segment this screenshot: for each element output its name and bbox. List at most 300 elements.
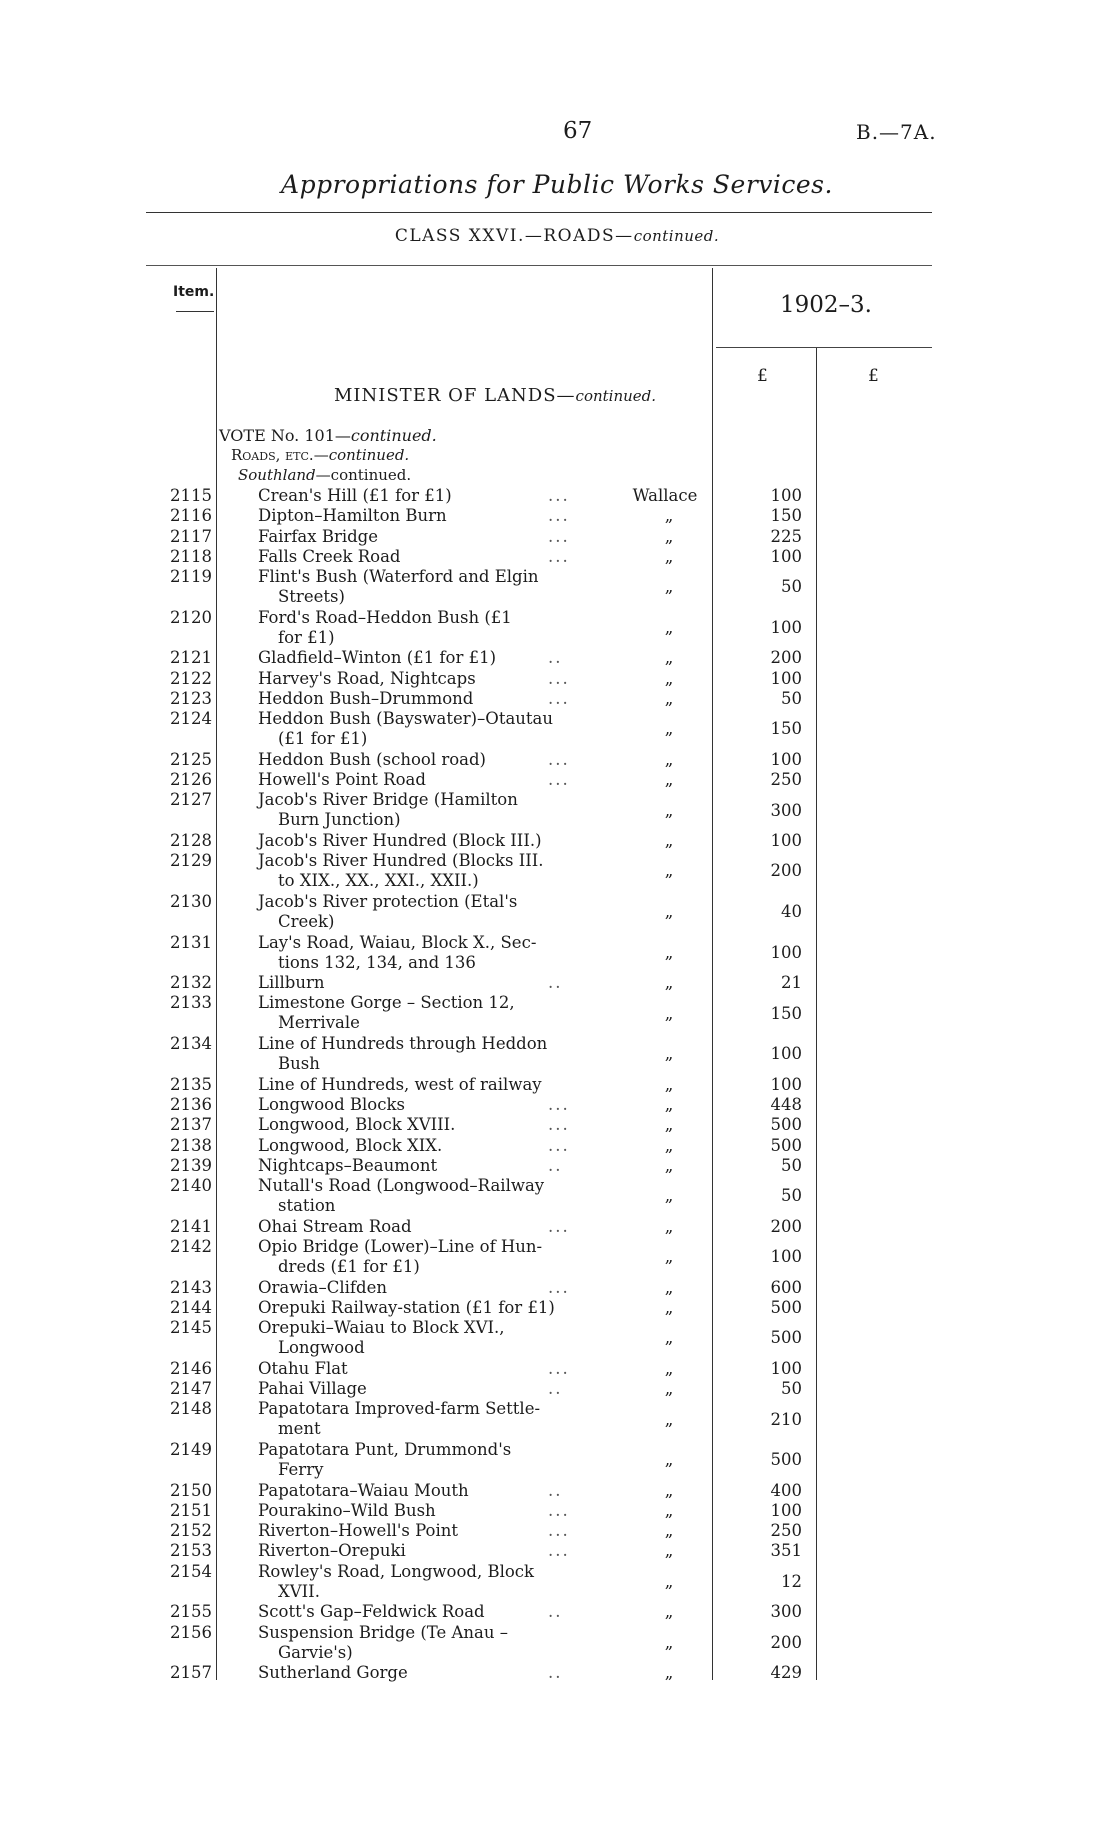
table-row	[0, 1318, 1114, 1359]
amount-value: 400	[770, 1480, 802, 1500]
leader-dots: ...	[548, 1115, 570, 1135]
item-number: 2149	[170, 1439, 212, 1459]
description-line: Scott's Gap–Feldwick Road	[258, 1602, 485, 1622]
table-row	[0, 608, 1114, 649]
leader-dots: ..	[548, 973, 563, 993]
table-row	[0, 547, 1114, 567]
class-heading	[0, 226, 1114, 246]
table-row	[0, 669, 1114, 689]
roads-heading-continued: continued.	[328, 446, 410, 464]
item-number: 2145	[170, 1318, 212, 1338]
leader-dots: ...	[548, 546, 570, 566]
description-line: Lay's Road, Waiau, Block X., Sec-	[258, 932, 537, 952]
electoral-district: Wallace	[632, 486, 698, 505]
description-line: Jacob's River Hundred (Blocks III.	[258, 851, 544, 871]
amount-value: 150	[770, 506, 802, 526]
description-line: Rowley's Road, Longwood, Block	[258, 1561, 535, 1581]
leader-dots: ...	[548, 749, 570, 769]
ditto-mark: „	[664, 1044, 674, 1064]
item-number: 2140	[170, 1176, 212, 1196]
description-line: Longwood, Block XIX.	[258, 1135, 443, 1155]
item-description	[258, 1623, 568, 1663]
description-line: Nightcaps–Beaumont	[258, 1155, 438, 1175]
item-description	[258, 669, 568, 689]
item-number: 2143	[170, 1277, 212, 1297]
table-row	[0, 486, 1114, 506]
table-row	[0, 1075, 1114, 1095]
leader-dots: ..	[548, 1480, 563, 1500]
ditto-mark: „	[664, 688, 674, 708]
table-top-rule	[146, 265, 932, 266]
table-row	[0, 709, 1114, 750]
description-line: Longwood Blocks	[258, 1094, 405, 1114]
ditto-mark: „	[664, 719, 674, 739]
description-line: Nutall's Road (Longwood–Railway	[258, 1176, 545, 1196]
description-line: Gladfield–Winton (£1 for £1)	[258, 648, 497, 668]
ditto-mark: „	[664, 1602, 674, 1622]
amount-value: 40	[781, 902, 802, 922]
class-heading-continued: continued.	[633, 227, 720, 245]
description-continuation: ment	[278, 1419, 321, 1439]
description-line: Suspension Bridge (Te Anau –	[258, 1622, 508, 1642]
item-description	[258, 1095, 568, 1115]
table-row	[0, 1217, 1114, 1237]
item-description	[258, 1562, 568, 1602]
page-title: Appropriations for Public Works Services.	[281, 170, 833, 199]
ditto-mark: „	[664, 1277, 674, 1297]
ditto-mark: „	[664, 1115, 674, 1135]
description-line: Ohai Stream Road	[258, 1216, 412, 1236]
amount-value: 50	[781, 1155, 802, 1175]
item-description	[258, 1136, 568, 1156]
amount-value: 429	[770, 1663, 802, 1683]
ditto-mark: „	[664, 1297, 674, 1317]
amount-value: 200	[770, 1216, 802, 1236]
table-row	[0, 1278, 1114, 1298]
ditto-mark: „	[664, 668, 674, 688]
table-row	[0, 648, 1114, 668]
leader-dots: ...	[548, 668, 570, 688]
item-number: 2127	[170, 790, 212, 810]
description-line: Flint's Bush (Waterford and Elgin	[258, 567, 539, 587]
description-line: Heddon Bush–Drummond	[258, 688, 474, 708]
item-number: 2157	[170, 1663, 212, 1683]
table-row	[0, 1298, 1114, 1318]
description-line: Papatotara Improved-farm Settle-	[258, 1399, 541, 1419]
amount-value: 100	[770, 617, 802, 637]
description-line: Orepuki–Waiau to Block XVI.,	[258, 1318, 505, 1338]
item-number: 2151	[170, 1500, 212, 1520]
item-number: 2123	[170, 688, 212, 708]
item-number: 2131	[170, 932, 212, 952]
item-description	[258, 486, 568, 506]
item-number: 2126	[170, 770, 212, 790]
ditto-mark: „	[664, 1135, 674, 1155]
table-row	[0, 1034, 1114, 1075]
item-number: 2129	[170, 851, 212, 871]
item-number: 2150	[170, 1480, 212, 1500]
table-row	[0, 1623, 1114, 1664]
amount-value: 225	[770, 526, 802, 546]
table-row	[0, 1136, 1114, 1156]
amount-value: 100	[770, 1074, 802, 1094]
vote-heading-continued: continued.	[350, 426, 437, 445]
description-line: Ford's Road–Heddon Bush (£1	[258, 607, 512, 627]
class-heading-text: CLASS XXVI.—ROADS—	[394, 226, 634, 246]
item-number: 2138	[170, 1135, 212, 1155]
description-line: Riverton–Orepuki	[258, 1541, 406, 1561]
table-row	[0, 973, 1114, 993]
table-row	[0, 527, 1114, 547]
item-description	[258, 567, 568, 607]
description-line: Riverton–Howell's Point	[258, 1521, 459, 1541]
description-line: Papatotara–Waiau Mouth	[258, 1480, 469, 1500]
leader-dots: ..	[548, 1155, 563, 1175]
amount-value: 100	[770, 1044, 802, 1064]
description-line: Line of Hundreds, west of railway	[258, 1074, 542, 1094]
item-description	[258, 1237, 568, 1277]
table-row	[0, 567, 1114, 608]
amount-value: 351	[770, 1541, 802, 1561]
leader-dots: ...	[548, 1094, 570, 1114]
description-line: Harvey's Road, Nightcaps	[258, 668, 476, 688]
amount-value: 100	[770, 831, 802, 851]
table-row	[0, 1176, 1114, 1217]
leader-dots: ...	[548, 506, 570, 526]
item-description	[258, 1379, 568, 1399]
item-number: 2132	[170, 973, 212, 993]
item-description	[258, 689, 568, 709]
leader-dots: ...	[548, 1277, 570, 1297]
description-line: Heddon Bush (Bayswater)–Otautau	[258, 709, 554, 729]
item-number: 2125	[170, 749, 212, 769]
table-row	[0, 1095, 1114, 1115]
table-row	[0, 851, 1114, 892]
amount-value: 500	[770, 1115, 802, 1135]
region-continued: —continued.	[315, 466, 412, 484]
table-row	[0, 750, 1114, 770]
ditto-mark: „	[664, 1003, 674, 1023]
ditto-mark: „	[664, 1247, 674, 1267]
amount-value: 150	[770, 1003, 802, 1023]
item-description	[258, 1440, 568, 1480]
amount-value: 50	[781, 688, 802, 708]
amount-value: 500	[770, 1450, 802, 1470]
item-description	[258, 506, 568, 526]
amount-value: 300	[770, 800, 802, 820]
item-description	[258, 527, 568, 547]
table-row	[0, 1399, 1114, 1440]
title-rule	[146, 212, 932, 213]
item-number: 2128	[170, 831, 212, 851]
leader-dots: ...	[548, 1358, 570, 1378]
ditto-mark: „	[664, 1450, 674, 1470]
item-number: 2116	[170, 506, 212, 526]
item-number: 2118	[170, 546, 212, 566]
item-description	[258, 1359, 568, 1379]
item-description	[258, 547, 568, 567]
minister-heading	[0, 385, 950, 406]
ditto-mark: „	[664, 1521, 674, 1541]
table-row	[0, 1115, 1114, 1135]
item-description	[258, 1298, 568, 1318]
roads-heading	[231, 446, 409, 464]
item-number: 2141	[170, 1216, 212, 1236]
ditto-mark: „	[664, 1094, 674, 1114]
amount-value: 100	[770, 486, 802, 505]
ditto-mark: „	[664, 1186, 674, 1206]
item-description	[258, 608, 568, 648]
item-description	[258, 770, 568, 790]
ditto-mark: „	[664, 526, 674, 546]
ditto-mark: „	[664, 1074, 674, 1094]
ditto-mark: „	[664, 648, 674, 668]
table-row	[0, 1359, 1114, 1379]
amount-value: 300	[770, 1602, 802, 1622]
ditto-mark: „	[664, 1216, 674, 1236]
item-column-header: Item.	[173, 284, 215, 300]
amount-value: 100	[770, 1247, 802, 1267]
leader-dots: ...	[548, 1216, 570, 1236]
ditto-mark: „	[664, 973, 674, 993]
description-line: Jacob's River Bridge (Hamilton	[258, 790, 518, 810]
table-row	[0, 790, 1114, 831]
amount-value: 100	[770, 1358, 802, 1378]
amount-value: 500	[770, 1328, 802, 1348]
ditto-mark: „	[664, 506, 674, 526]
item-description	[258, 1318, 568, 1358]
leader-dots: ..	[548, 1379, 563, 1399]
item-description	[258, 750, 568, 770]
description-line: Pourakino–Wild Bush	[258, 1500, 436, 1520]
item-number: 2154	[170, 1561, 212, 1581]
description-continuation: dreds (£1 for £1)	[278, 1256, 420, 1276]
table-row	[0, 1602, 1114, 1622]
item-description	[258, 1278, 568, 1298]
item-description	[258, 892, 568, 932]
amount-value: 150	[770, 719, 802, 739]
description-line: Longwood, Block XVIII.	[258, 1115, 456, 1135]
item-description	[258, 1521, 568, 1541]
page-number: 67	[563, 118, 593, 144]
description-continuation: for £1)	[278, 627, 335, 647]
item-number: 2146	[170, 1358, 212, 1378]
item-description	[258, 709, 568, 749]
item-number: 2147	[170, 1379, 212, 1399]
amount-value: 600	[770, 1277, 802, 1297]
table-row	[0, 1663, 1114, 1683]
item-number: 2137	[170, 1115, 212, 1135]
leader-dots: ...	[548, 688, 570, 708]
description-line: Sutherland Gorge	[258, 1663, 408, 1683]
table-row	[0, 1501, 1114, 1521]
description-line: Lillburn	[258, 973, 325, 993]
description-line: Dipton–Hamilton Burn	[258, 506, 447, 526]
ditto-mark: „	[664, 770, 674, 790]
ditto-mark: „	[664, 1500, 674, 1520]
description-continuation: Creek)	[278, 911, 335, 931]
leader-dots: ...	[548, 1135, 570, 1155]
leader-dots: ...	[548, 1521, 570, 1541]
item-description	[258, 1156, 568, 1176]
description-line: Howell's Point Road	[258, 770, 426, 790]
description-continuation: Garvie's)	[278, 1642, 353, 1662]
description-line: Papatotara Punt, Drummond's	[258, 1439, 512, 1459]
amount-value: 50	[781, 577, 802, 597]
table-row	[0, 1521, 1114, 1541]
description-continuation: Ferry	[278, 1459, 324, 1479]
vote-heading-text: VOTE No. 101—	[219, 426, 351, 445]
leader-dots: ...	[548, 1500, 570, 1520]
leader-dots: ..	[548, 1663, 563, 1683]
item-number: 2148	[170, 1399, 212, 1419]
description-line: Crean's Hill (£1 for £1)	[258, 486, 452, 505]
leader-dots: ..	[548, 1602, 563, 1622]
ditto-mark: „	[664, 1379, 674, 1399]
description-line: Heddon Bush (school road)	[258, 749, 486, 769]
item-number: 2134	[170, 1034, 212, 1054]
item-number: 2144	[170, 1297, 212, 1317]
item-description	[258, 1602, 568, 1622]
amount-value: 200	[770, 648, 802, 668]
item-description	[258, 790, 568, 830]
description-continuation: to XIX., XX., XXI., XXII.)	[278, 871, 479, 891]
ditto-mark: „	[664, 942, 674, 962]
item-number: 2133	[170, 993, 212, 1013]
table-row	[0, 1237, 1114, 1278]
ditto-mark: „	[664, 1155, 674, 1175]
amount-value: 100	[770, 1500, 802, 1520]
description-continuation: (£1 for £1)	[278, 729, 368, 749]
leader-dots: ..	[548, 648, 563, 668]
table-row	[0, 892, 1114, 933]
item-number: 2155	[170, 1602, 212, 1622]
description-line: Orawia–Clifden	[258, 1277, 387, 1297]
amount-value: 50	[781, 1379, 802, 1399]
item-description	[258, 851, 568, 891]
description-line: Opio Bridge (Lower)–Line of Hun-	[258, 1236, 543, 1256]
description-continuation: Merrivale	[278, 1013, 360, 1033]
item-number: 2122	[170, 668, 212, 688]
year-header-rule	[716, 347, 932, 348]
table-row	[0, 770, 1114, 790]
description-continuation: station	[278, 1196, 336, 1216]
description-line: Orepuki Railway-station (£1 for £1)	[258, 1297, 555, 1317]
pound-header-a: £	[757, 366, 768, 386]
amount-value: 100	[770, 668, 802, 688]
table-row	[0, 933, 1114, 974]
description-continuation: XVII.	[278, 1581, 320, 1601]
item-description	[258, 973, 568, 993]
table-row	[0, 1541, 1114, 1561]
leader-dots: ...	[548, 1541, 570, 1561]
ditto-mark: „	[664, 861, 674, 881]
item-number: 2115	[170, 486, 212, 505]
item-description	[258, 831, 568, 851]
description-continuation: Longwood	[278, 1338, 365, 1358]
ditto-mark: „	[664, 1409, 674, 1429]
item-number: 2136	[170, 1094, 212, 1114]
item-number: 2135	[170, 1074, 212, 1094]
description-line: Otahu Flat	[258, 1358, 348, 1378]
description-line: Falls Creek Road	[258, 546, 401, 566]
table-row	[0, 1481, 1114, 1501]
leader-dots: ...	[548, 526, 570, 546]
item-number: 2121	[170, 648, 212, 668]
region-heading	[238, 466, 411, 484]
item-description	[258, 648, 568, 668]
table-row	[0, 689, 1114, 709]
amount-value: 250	[770, 770, 802, 790]
item-description	[258, 1115, 568, 1135]
description-line: Limestone Gorge – Section 12,	[258, 993, 515, 1013]
item-number: 2153	[170, 1541, 212, 1561]
ditto-mark: „	[664, 1541, 674, 1561]
item-number: 2120	[170, 607, 212, 627]
description-continuation: Burn Junction)	[278, 810, 401, 830]
ditto-mark: „	[664, 1632, 674, 1652]
table-row	[0, 993, 1114, 1034]
item-number: 2124	[170, 709, 212, 729]
amount-value: 200	[770, 1632, 802, 1652]
ditto-mark: „	[664, 1663, 674, 1683]
description-line: Pahai Village	[258, 1379, 367, 1399]
amount-value: 448	[770, 1094, 802, 1114]
region-name: Southland	[238, 466, 316, 484]
item-description	[258, 993, 568, 1033]
item-number: 2130	[170, 891, 212, 911]
item-number: 2142	[170, 1236, 212, 1256]
amount-value: 100	[770, 546, 802, 566]
leader-dots: ...	[548, 770, 570, 790]
item-description	[258, 933, 568, 973]
description-continuation: tions 132, 134, and 136	[278, 952, 476, 972]
amount-value: 100	[770, 942, 802, 962]
description-line: Jacob's River Hundred (Block III.)	[258, 831, 542, 851]
ditto-mark: „	[664, 617, 674, 637]
ditto-mark: „	[664, 1571, 674, 1591]
ditto-mark: „	[664, 831, 674, 851]
ditto-mark: „	[664, 749, 674, 769]
table-row	[0, 1562, 1114, 1603]
table-row	[0, 1156, 1114, 1176]
amount-value: 21	[781, 973, 802, 993]
roads-heading-text: Roads, etc.—	[231, 446, 329, 464]
minister-heading-text: MINISTER OF LANDS—	[333, 385, 576, 406]
item-description	[258, 1034, 568, 1074]
item-description	[258, 1217, 568, 1237]
description-continuation: Streets)	[278, 587, 345, 607]
ditto-mark: „	[664, 1328, 674, 1348]
ditto-mark: „	[664, 577, 674, 597]
item-description	[258, 1075, 568, 1095]
description-line: Line of Hundreds through Heddon	[258, 1034, 548, 1054]
description-continuation: Bush	[278, 1054, 320, 1074]
description-line: Jacob's River protection (Etal's	[258, 891, 518, 911]
amount-value: 12	[781, 1571, 802, 1591]
amount-value: 210	[770, 1409, 802, 1429]
item-description	[258, 1399, 568, 1439]
ditto-mark: „	[664, 1480, 674, 1500]
table-row	[0, 506, 1114, 526]
item-header-rule	[176, 311, 214, 312]
ditto-mark: „	[664, 902, 674, 922]
item-description	[258, 1501, 568, 1521]
item-number: 2152	[170, 1521, 212, 1541]
appropriation-table	[0, 486, 1114, 1684]
item-number: 2139	[170, 1155, 212, 1175]
amount-value: 250	[770, 1521, 802, 1541]
